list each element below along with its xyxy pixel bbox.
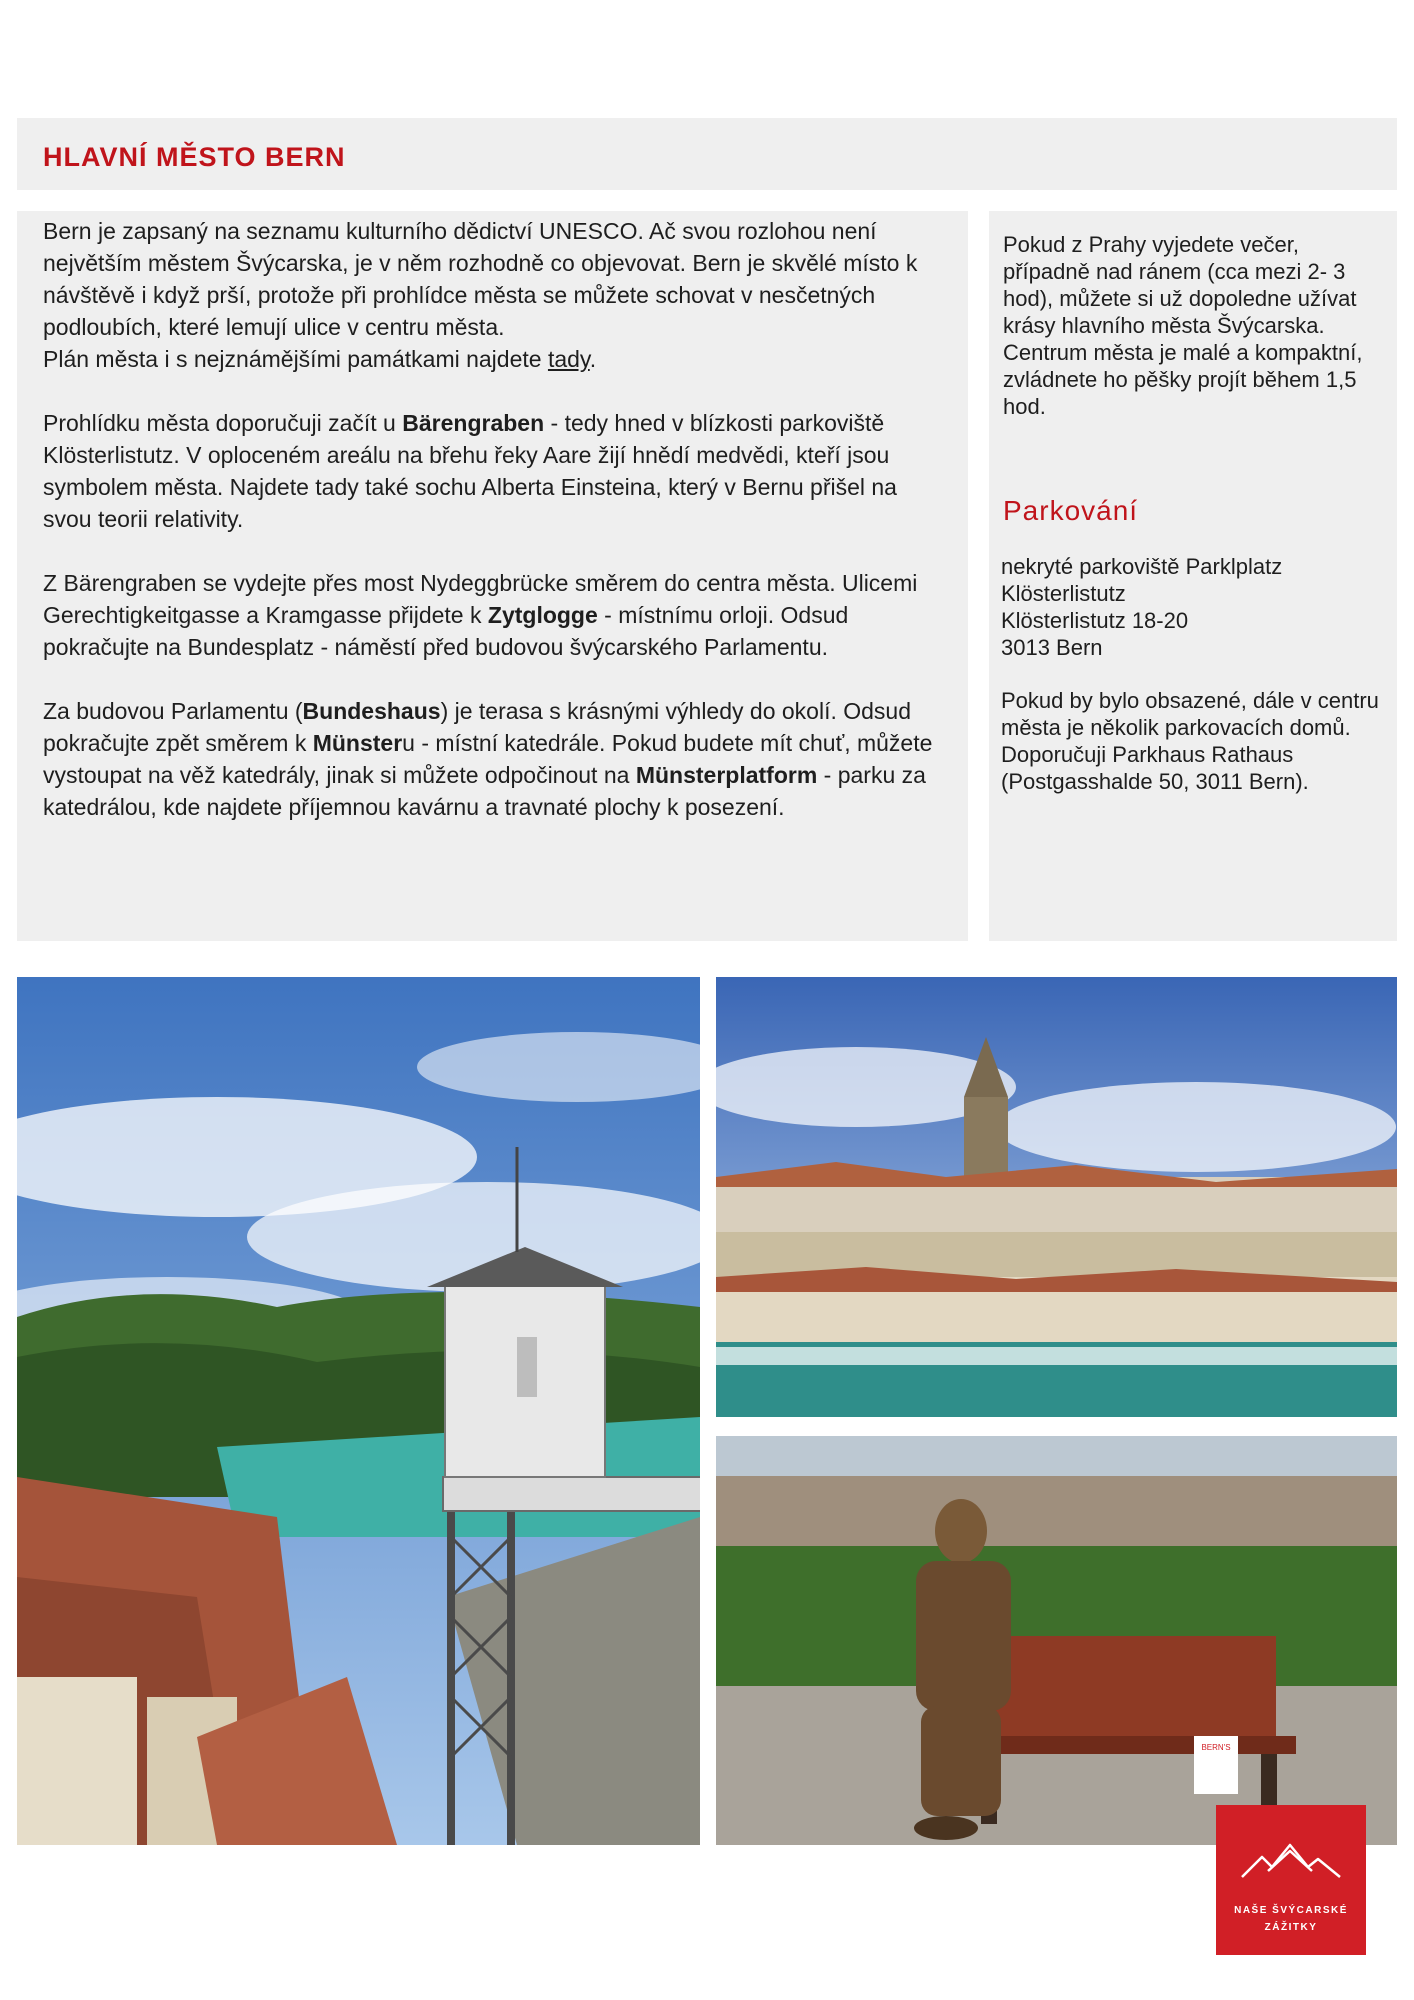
zytglogge-text-after: - místnímu orloji. Odsud pokračujte na Bundesplatz - náměstí před budovou švýcarského Parlamentu. <box>43 602 849 660</box>
bundeshaus-text-a: Za budovou Parlamentu ( <box>43 698 303 724</box>
zytglogge-bold: Zytglogge <box>487 602 598 628</box>
mountains-icon <box>1238 1837 1344 1885</box>
brand-logo <box>1216 1805 1366 1955</box>
main-text-panel <box>17 211 968 941</box>
elevator-illustration <box>17 977 700 1845</box>
sidebar-panel <box>989 211 1397 941</box>
map-text: Plán města i s nejznámějšími památkami najdete <box>43 346 548 372</box>
paragraph-barengraben <box>43 407 943 535</box>
photo-cathedral <box>716 977 1397 1417</box>
paragraph-bundeshaus <box>43 695 943 823</box>
bundeshaus-text-c: u - místní katedrále. Pokud budete mít chuť, můžete vystoupat na věž katedrály, jinak si můžete odpočinout na <box>43 730 933 788</box>
zytglogge-text-before: Z Bärengraben se vydejte přes most Nydeggbrücke směrem do centra města. Ulicemi Gerechtigkeitgasse a Kramgasse přijdete k <box>43 570 918 628</box>
statue-illustration <box>716 1436 1397 1845</box>
page-title: HLAVNÍ MĚSTO BERN <box>43 142 346 172</box>
photo-elevator <box>17 977 700 1845</box>
address-line-4: 3013 Bern <box>1001 635 1103 660</box>
barengraben-bold: Bärengraben <box>402 410 545 436</box>
logo-text-line1: NAŠE ŠVÝCARSKÉ <box>1234 1905 1348 1916</box>
intro-text: Bern je zapsaný na seznamu kulturního dědictví UNESCO. Ač svou rozlohou není největším městem Švýcarska, je v něm rozhodně co objevovat. Bern je skvělé místo k návštěvě i když prší, protože při prohlídce města se můžete schovat v nesčetných podloubích, které lemují ulice v centru města. <box>43 218 918 340</box>
munster-bold: Münster <box>312 730 403 756</box>
bundeshaus-bold: Bundeshaus <box>302 698 441 724</box>
parking-heading: Parkování <box>1003 495 1139 526</box>
paragraph-zytglogge <box>43 567 943 663</box>
photo-statue <box>716 1436 1397 1845</box>
parking-note: Pokud by bylo obsazené, dále v centru města je několik parkovacích domů. Doporučuji Parkhaus Rathaus (Postgasshalde 50, 3011 Bern). <box>1001 688 1379 794</box>
cathedral-illustration <box>716 977 1397 1417</box>
header-band <box>17 118 1397 190</box>
main-text <box>43 215 943 855</box>
munsterplatform-bold: Münsterplatform <box>635 762 818 788</box>
address-line-2: Klösterlistutz <box>1001 581 1126 606</box>
bundeshaus-text-d: - parku za katedrálou, kde najdete příjemnou kavárnu a travnaté plochy k posezení. <box>43 762 926 820</box>
barengraben-text-before: Prohlídku města doporučuji začít u <box>43 410 403 436</box>
barengraben-text-after: - tedy hned v blízkosti parkoviště Klösterlistutz. V oploceném areálu na břehu řeky Aare žijí hnědí medvědi, kteří jsou symbolem města. Najdete tady také sochu Alberta Einsteina, který v Bernu přišel na svou teorii relativity. <box>43 410 897 532</box>
parking-address <box>1001 553 1381 661</box>
paragraph-intro <box>43 215 943 375</box>
map-text-end: . <box>589 346 597 372</box>
logo-text-line2: ZÁŽITKY <box>1264 1922 1318 1933</box>
bench-sign-text: BERN'S <box>1201 1743 1231 1752</box>
address-line-3: Klösterlistutz 18-20 <box>1001 608 1189 633</box>
address-line-1: nekryté parkoviště Parklplatz <box>1001 554 1283 579</box>
map-link[interactable]: tady <box>547 346 590 372</box>
sidebar-intro: Pokud z Prahy vyjedete večer, případně nad ránem (cca mezi 2- 3 hod), můžete si už dopoledne užívat krásy hlavního města Švýcarska. Centrum města je malé a kompaktní, zvládnete ho pěšky projít během 1,5 hod. <box>1003 232 1363 419</box>
bundeshaus-text-b: ) je terasa s krásnými výhledy do okolí. Odsud pokračujte zpět směrem k <box>43 698 911 756</box>
